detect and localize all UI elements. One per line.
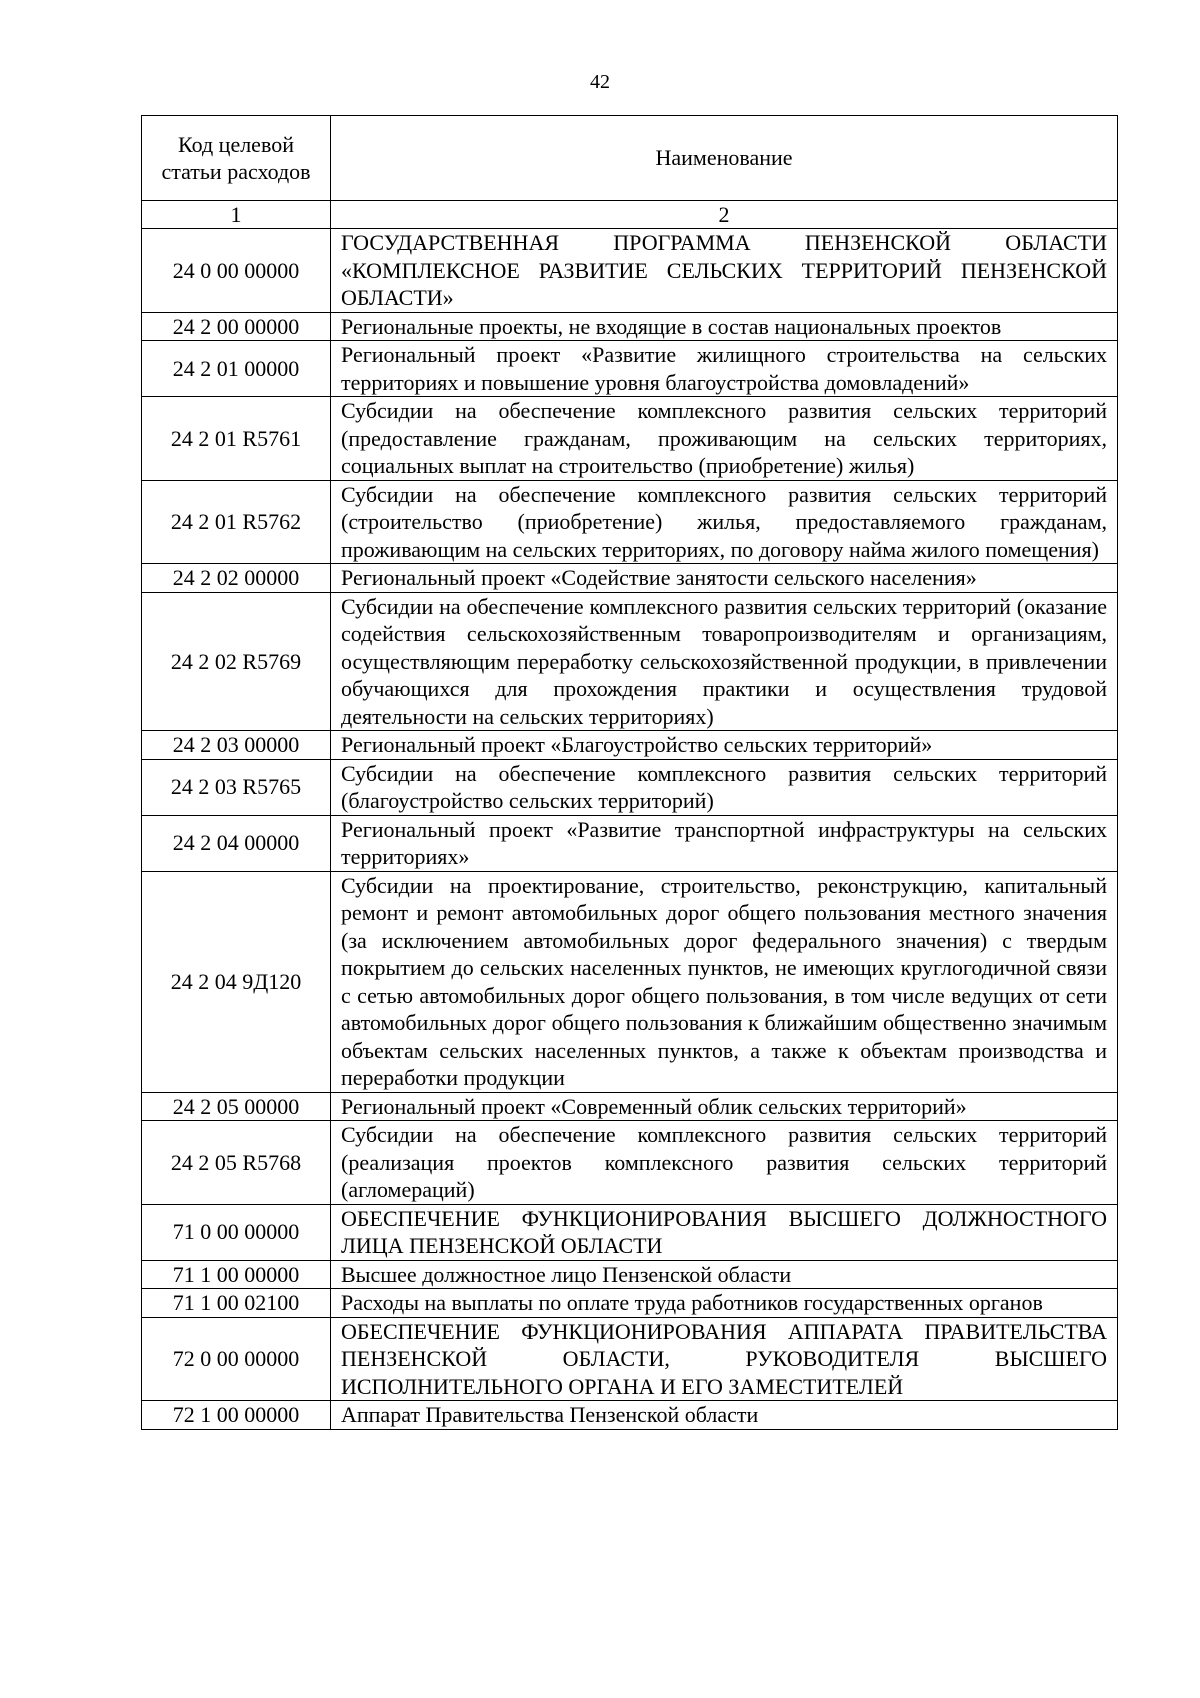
row-code: 24 2 05 00000 [142, 1092, 331, 1121]
row-name: Региональные проекты, не входящие в состав национальных проектов [331, 312, 1118, 341]
row-name: Региональный проект «Содействие занятости сельского населения» [331, 564, 1118, 593]
table-row [142, 1289, 1118, 1318]
row-name: ОБЕСПЕЧЕНИЕ ФУНКЦИОНИРОВАНИЯ АППАРАТА ПРАВИТЕЛЬСТВА ПЕНЗЕНСКОЙ ОБЛАСТИ, РУКОВОДИТЕЛЯ ВЫСШЕГО ИСПОЛНИТЕЛЬНОГО ОРГАНА И ЕГО ЗАМЕСТИТЕЛЕЙ [331, 1317, 1118, 1401]
table-row [142, 229, 1118, 313]
row-name: Региональный проект «Развитие транспортной инфраструктуры на сельских территориях» [331, 815, 1118, 871]
row-code: 24 2 01 00000 [142, 341, 331, 397]
row-name: Высшее должностное лицо Пензенской области [331, 1260, 1118, 1289]
row-code: 24 2 03 R5765 [142, 759, 331, 815]
row-code: 71 0 00 00000 [142, 1204, 331, 1260]
table-row [142, 312, 1118, 341]
table-row [142, 1401, 1118, 1430]
row-name: Расходы на выплаты по оплате труда работников государственных органов [331, 1289, 1118, 1318]
column-number-1: 1 [142, 201, 331, 229]
table-row [142, 1121, 1118, 1205]
header-code: Код целевой статьи расходов [142, 116, 331, 201]
row-name: Субсидии на обеспечение комплексного развития сельских территорий (предоставление гражданам, проживающим на сельских территориях, социальных выплат на строительство (приобретение) жилья) [331, 397, 1118, 481]
row-code: 71 1 00 00000 [142, 1260, 331, 1289]
row-name: Региональный проект «Современный облик сельских территорий» [331, 1092, 1118, 1121]
row-code: 24 2 01 R5761 [142, 397, 331, 481]
table-row [142, 397, 1118, 481]
row-code: 24 2 04 9Д120 [142, 871, 331, 1092]
row-name: Субсидии на обеспечение комплексного развития сельских территорий (реализация проектов комплексного развития сельских территорий (агломераций) [331, 1121, 1118, 1205]
row-code: 71 1 00 02100 [142, 1289, 331, 1318]
expense-codes-table [141, 115, 1118, 1430]
row-name: Субсидии на обеспечение комплексного развития сельских территорий (оказание содействия сельскохозяйственным товаропроизводителям и организациям, осуществляющим переработку сельскохозяйственной продукции, в привлечении обучающихся для прохождения практики и осуществления трудовой деятельности на сельских территориях) [331, 592, 1118, 731]
table-row [142, 1204, 1118, 1260]
row-code: 24 2 03 00000 [142, 731, 331, 760]
header-name: Наименование [331, 116, 1118, 201]
row-name: Субсидии на проектирование, строительство, реконструкцию, капитальный ремонт и ремонт автомобильных дорог общего пользования местного значения (за исключением автомобильных дорог федерального значения) с твердым покрытием до сельских населенных пунктов, не имеющих круглогодичной связи с сетью автомобильных дорог общего пользования, в том числе ведущих от сети автомобильных дорог общего пользования к ближайшим общественно значимым объектам сельских населенных пунктов, а также к объектам производства и переработки продукции [331, 871, 1118, 1092]
row-code: 24 2 05 R5768 [142, 1121, 331, 1205]
row-code: 24 2 01 R5762 [142, 480, 331, 564]
row-name: ОБЕСПЕЧЕНИЕ ФУНКЦИОНИРОВАНИЯ ВЫСШЕГО ДОЛЖНОСТНОГО ЛИЦА ПЕНЗЕНСКОЙ ОБЛАСТИ [331, 1204, 1118, 1260]
table-row [142, 1317, 1118, 1401]
table-row [142, 815, 1118, 871]
row-code: 24 0 00 00000 [142, 229, 331, 313]
row-code: 24 2 04 00000 [142, 815, 331, 871]
column-number-row [142, 201, 1118, 229]
row-name: Аппарат Правительства Пензенской области [331, 1401, 1118, 1430]
row-name: Субсидии на обеспечение комплексного развития сельских территорий (благоустройство сельских территорий) [331, 759, 1118, 815]
table-header-row [142, 116, 1118, 201]
row-code: 24 2 02 00000 [142, 564, 331, 593]
page-number: 42 [590, 71, 610, 93]
table-row [142, 564, 1118, 593]
row-name: Региональный проект «Развитие жилищного строительства на сельских территориях и повышение уровня благоустройства домовладений» [331, 341, 1118, 397]
table-row [142, 759, 1118, 815]
row-code: 72 1 00 00000 [142, 1401, 331, 1430]
table-row [142, 341, 1118, 397]
row-name: Региональный проект «Благоустройство сельских территорий» [331, 731, 1118, 760]
row-code: 72 0 00 00000 [142, 1317, 331, 1401]
row-code: 24 2 00 00000 [142, 312, 331, 341]
table-row [142, 480, 1118, 564]
column-number-2: 2 [331, 201, 1118, 229]
table-row [142, 1260, 1118, 1289]
table-row [142, 592, 1118, 731]
table-row [142, 1092, 1118, 1121]
table-row [142, 871, 1118, 1092]
table-body [142, 229, 1118, 1430]
table-row [142, 731, 1118, 760]
row-name: Субсидии на обеспечение комплексного развития сельских территорий (строительство (приобретение) жилья, предоставляемого гражданам, проживающим на сельских территориях, по договору найма жилого помещения) [331, 480, 1118, 564]
row-code: 24 2 02 R5769 [142, 592, 331, 731]
row-name: ГОСУДАРСТВЕННАЯ ПРОГРАММА ПЕНЗЕНСКОЙ ОБЛАСТИ «КОМПЛЕКСНОЕ РАЗВИТИЕ СЕЛЬСКИХ ТЕРРИТОРИЙ ПЕНЗЕНСКОЙ ОБЛАСТИ» [331, 229, 1118, 313]
